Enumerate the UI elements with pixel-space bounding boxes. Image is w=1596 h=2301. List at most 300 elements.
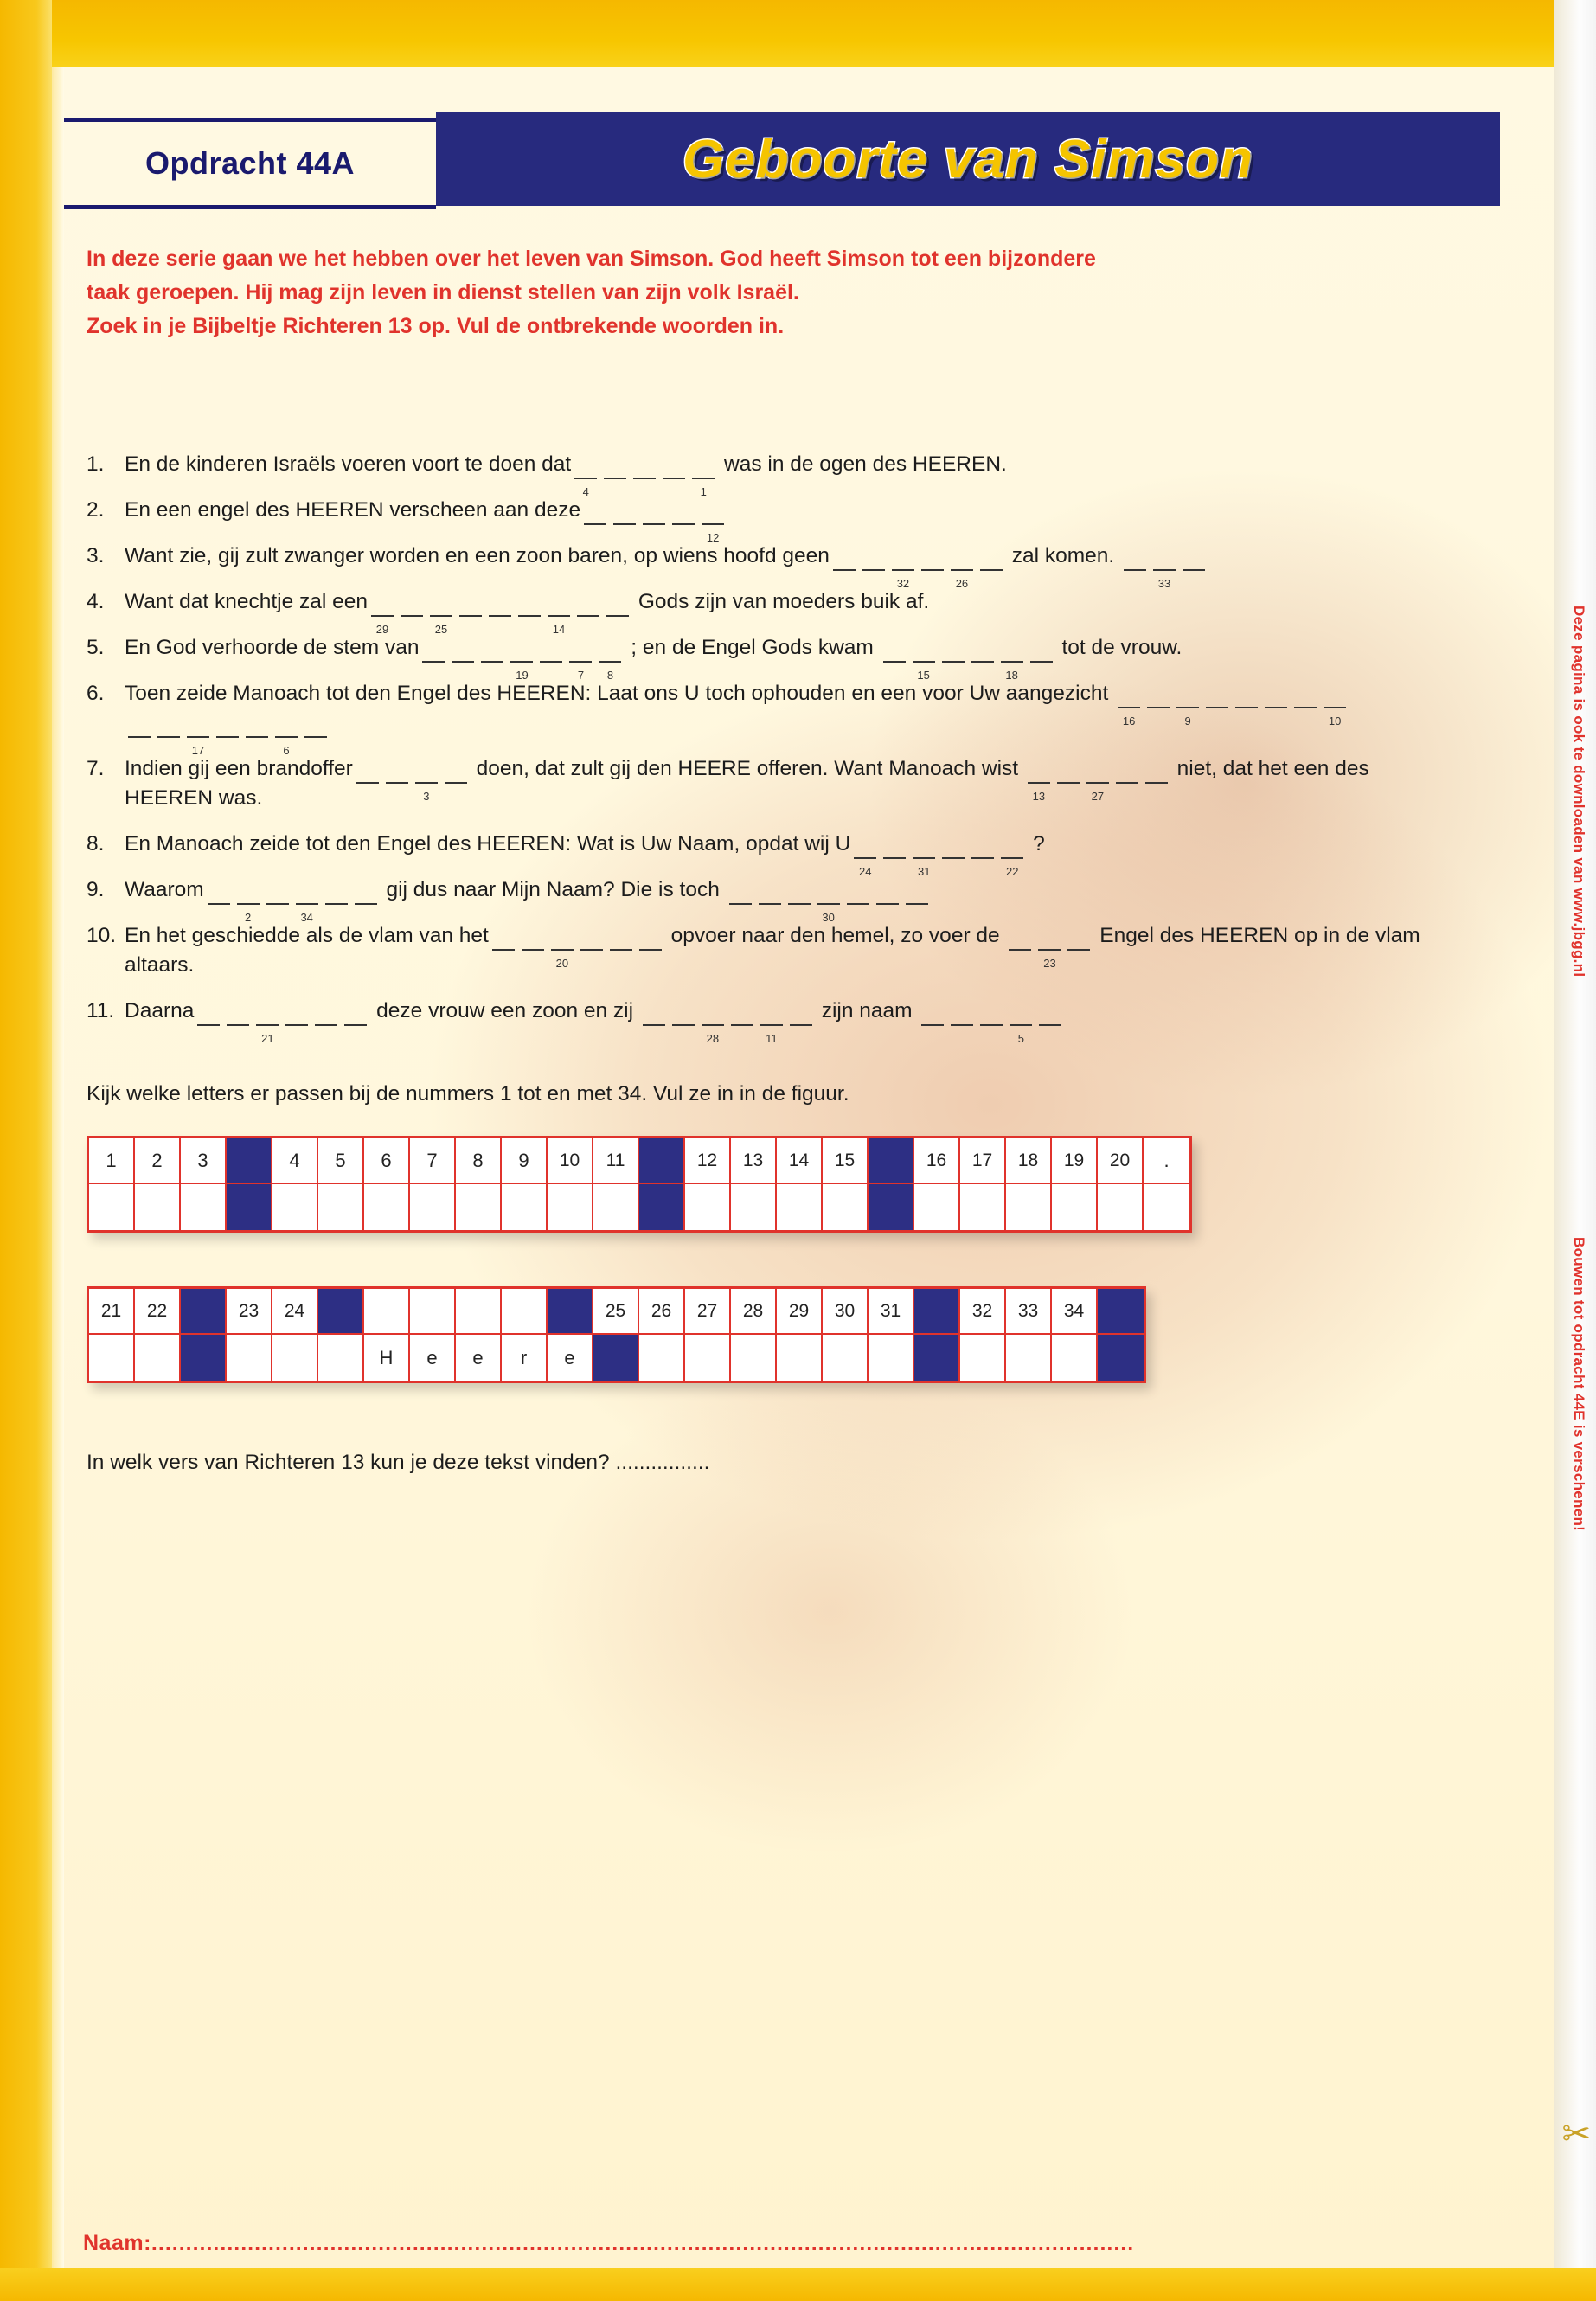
exercise-text: tot de vrouw. — [1055, 636, 1183, 659]
exercise-number: 2. — [87, 498, 105, 522]
grid-cell-number: 25 — [593, 1289, 639, 1335]
exercise-text: altaars. — [125, 953, 195, 977]
answer-blank[interactable] — [1265, 688, 1287, 708]
answer-blank[interactable] — [227, 1005, 249, 1026]
answer-blank[interactable] — [1153, 550, 1176, 571]
grid-cell-number: 20 — [1098, 1138, 1144, 1184]
blank-group-3[interactable] — [918, 997, 1065, 1026]
answer-blank[interactable] — [604, 458, 626, 479]
answer-blank[interactable] — [692, 458, 715, 479]
left-border — [0, 0, 52, 2301]
exercise-text: doen, dat zult gij den HEERE offeren. Want Manoach wist — [470, 757, 1024, 780]
grid-cell-answer[interactable]: r — [502, 1335, 548, 1381]
answer-blank[interactable] — [386, 763, 408, 784]
grid-cell-answer[interactable] — [272, 1184, 318, 1230]
answer-blank[interactable] — [216, 717, 239, 738]
answer-blank[interactable] — [731, 1005, 753, 1026]
answer-blank[interactable] — [459, 596, 482, 617]
answer-blank[interactable] — [854, 838, 876, 859]
answer-blank[interactable] — [906, 884, 928, 905]
grid-cell-answer[interactable] — [1006, 1184, 1052, 1230]
answer-blank[interactable] — [1235, 688, 1258, 708]
grid-cell-number: 26 — [639, 1289, 685, 1335]
grid-cell-answer[interactable] — [731, 1335, 777, 1381]
answer-blank[interactable] — [790, 1005, 812, 1026]
grid-cell-blocked — [914, 1335, 960, 1381]
answer-blank[interactable] — [1124, 550, 1146, 571]
answer-blank[interactable] — [1118, 688, 1140, 708]
left-border-inner — [52, 67, 64, 2301]
grid-cell-number — [410, 1289, 456, 1335]
answer-blank[interactable] — [275, 717, 298, 738]
blank-group-2[interactable] — [1114, 679, 1349, 708]
exercise-body — [125, 496, 1462, 525]
answer-blank[interactable] — [610, 930, 632, 951]
answer-blank[interactable] — [548, 596, 570, 617]
exercise-body — [125, 754, 1462, 813]
answer-blank[interactable] — [702, 504, 724, 525]
answer-blank[interactable] — [285, 1005, 308, 1026]
blank-group-2[interactable] — [1120, 542, 1208, 571]
grid-cell-answer[interactable]: e — [548, 1335, 593, 1381]
puzzle-grid-2 — [87, 1286, 1146, 1383]
answer-blank[interactable] — [1001, 838, 1023, 859]
exercise-text: En Manoach zeide tot den Engel des HEEREN: Wat is Uw Naam, opdat wij U — [125, 832, 851, 856]
page-title: Geboorte van Simson — [683, 129, 1253, 189]
exercise-body — [125, 450, 1462, 479]
answer-blank[interactable] — [633, 458, 656, 479]
exercise-text: Indien gij een brandoffer — [125, 757, 353, 780]
blank-group-1[interactable] — [368, 587, 632, 617]
exercise-item — [87, 997, 1462, 1026]
vertical-note-series: Bouwen tot opdracht 44E is verschenen! — [1571, 1237, 1587, 1532]
intro-line-3: Zoek in je Bijbeltje Richteren 13 op. Vul de ontbrekende woorden in. — [87, 314, 785, 338]
exercise-text: En de kinderen Israëls voeren voort te doen dat — [125, 452, 572, 476]
closing-question: In welk vers van Richteren 13 kun je deze tekst vinden? ................ — [87, 1451, 710, 1474]
grid-row — [89, 1138, 1189, 1184]
grid-cell-answer[interactable] — [685, 1184, 731, 1230]
exercise-number: 11. — [87, 999, 115, 1022]
grid-cell-blocked — [181, 1289, 227, 1335]
exercise-item — [87, 830, 1462, 859]
grid-cell-number: 33 — [1006, 1289, 1052, 1335]
answer-blank[interactable] — [759, 884, 781, 905]
exercise-item — [87, 921, 1462, 980]
answer-blank[interactable] — [208, 884, 230, 905]
exercise-text: Want dat knechtje zal een — [125, 590, 369, 613]
grid-cell-number: 12 — [685, 1138, 731, 1184]
answer-blank[interactable] — [157, 717, 180, 738]
assignment-badge — [64, 118, 436, 209]
answer-blank[interactable] — [1010, 1005, 1032, 1026]
grid-cell-answer[interactable] — [227, 1335, 272, 1381]
answer-blank[interactable] — [481, 642, 503, 663]
top-border — [0, 0, 1596, 67]
answer-blank[interactable] — [913, 838, 935, 859]
grid-cell-number: 28 — [731, 1289, 777, 1335]
answer-blank[interactable] — [1038, 930, 1061, 951]
exercise-text: Gods zijn van moeders buik af. — [632, 590, 930, 613]
answer-blank[interactable] — [574, 458, 597, 479]
assignment-label: Opdracht 44A — [144, 145, 356, 181]
answer-blank[interactable] — [401, 596, 423, 617]
exercise-text: ? — [1027, 832, 1045, 856]
grid-cell-answer[interactable] — [639, 1335, 685, 1381]
title-banner — [436, 112, 1500, 206]
exercise-item — [87, 496, 1462, 525]
grid-cell-number: 8 — [456, 1138, 502, 1184]
grid-cell-number: 7 — [410, 1138, 456, 1184]
grid-cell-number: 14 — [777, 1138, 823, 1184]
answer-blank[interactable] — [296, 884, 318, 905]
answer-blank[interactable] — [1057, 763, 1080, 784]
answer-blank[interactable] — [551, 930, 574, 951]
exercise-number: 6. — [87, 682, 105, 705]
blank-group-2[interactable] — [1024, 754, 1171, 784]
answer-blank[interactable] — [569, 642, 592, 663]
answer-blank[interactable] — [492, 930, 515, 951]
blank-group-1[interactable] — [830, 542, 1006, 571]
blank-group-1[interactable] — [489, 921, 665, 951]
exercise-body — [125, 587, 1462, 617]
exercise-number: 8. — [87, 832, 105, 856]
answer-blank[interactable] — [1183, 550, 1205, 571]
answer-blank[interactable] — [1009, 930, 1031, 951]
answer-blank[interactable] — [971, 642, 994, 663]
answer-blank[interactable] — [315, 1005, 337, 1026]
grid-cell-answer[interactable] — [685, 1335, 731, 1381]
grid-row — [89, 1184, 1189, 1230]
answer-blank[interactable] — [1206, 688, 1228, 708]
puzzle-grid-1-wrapper — [87, 1136, 1192, 1233]
exercise-text: Waarom — [125, 878, 204, 901]
grid-cell-number: 3 — [181, 1138, 227, 1184]
header — [64, 112, 1500, 206]
answer-blank[interactable] — [237, 884, 260, 905]
answer-blank[interactable] — [980, 1005, 1003, 1026]
grid-cell-answer[interactable] — [181, 1184, 227, 1230]
blank-group-1[interactable] — [419, 633, 625, 663]
intro-text — [87, 242, 1436, 343]
grid-cell-answer[interactable] — [89, 1335, 135, 1381]
grid-cell-number: 1 — [89, 1138, 135, 1184]
exercise-text: zal komen. — [1005, 544, 1121, 567]
grid-cell-answer[interactable] — [89, 1184, 135, 1230]
grid-cell-number — [456, 1289, 502, 1335]
exercise-item — [87, 542, 1462, 571]
answer-blank[interactable] — [951, 1005, 973, 1026]
blank-group-2[interactable] — [880, 633, 1056, 663]
answer-blank[interactable] — [510, 642, 533, 663]
blank-group-1[interactable] — [571, 450, 718, 479]
grid-cell-answer[interactable]: H — [364, 1335, 410, 1381]
grid-cell-answer[interactable] — [1144, 1184, 1189, 1230]
grid-cell-answer[interactable] — [777, 1184, 823, 1230]
grid-cell-answer[interactable] — [318, 1184, 364, 1230]
answer-blank[interactable] — [1030, 642, 1053, 663]
answer-blank[interactable] — [577, 596, 599, 617]
answer-blank[interactable] — [980, 550, 1003, 571]
grid-row — [89, 1289, 1144, 1335]
grid-cell-answer[interactable] — [272, 1335, 318, 1381]
answer-blank[interactable] — [942, 838, 965, 859]
answer-blank[interactable] — [663, 458, 685, 479]
exercise-number: 7. — [87, 757, 105, 780]
grid-cell-number — [364, 1289, 410, 1335]
answer-blank[interactable] — [452, 642, 474, 663]
grid-cell-answer[interactable] — [135, 1184, 181, 1230]
exercise-body — [125, 921, 1462, 980]
grid-cell-answer[interactable] — [960, 1184, 1006, 1230]
answer-blank[interactable] — [729, 884, 752, 905]
exercise-item — [87, 875, 1462, 905]
exercise-item — [87, 587, 1462, 617]
exercise-item — [87, 450, 1462, 479]
answer-blank[interactable] — [422, 642, 445, 663]
grid-cell-blocked — [593, 1335, 639, 1381]
answer-blank[interactable] — [246, 717, 268, 738]
exercise-number: 1. — [87, 452, 105, 476]
exercise-list — [87, 450, 1462, 1042]
answer-blank[interactable] — [128, 717, 151, 738]
answer-blank[interactable] — [921, 1005, 944, 1026]
blank-group-1[interactable] — [194, 997, 370, 1026]
grid-cell-number: 18 — [1006, 1138, 1052, 1184]
grid-cell-number: 10 — [548, 1138, 593, 1184]
blank-group-2[interactable] — [726, 875, 932, 905]
grid-cell-answer[interactable] — [823, 1184, 869, 1230]
bottom-border — [0, 2268, 1596, 2301]
answer-blank[interactable] — [325, 884, 348, 905]
blank-group-2[interactable] — [639, 997, 816, 1026]
answer-blank[interactable] — [1145, 763, 1168, 784]
grid-cell-answer[interactable] — [823, 1335, 869, 1381]
name-field[interactable] — [83, 2231, 1134, 2256]
answer-blank[interactable] — [702, 1005, 724, 1026]
grid-cell-blocked — [1098, 1289, 1144, 1335]
answer-blank[interactable] — [304, 717, 327, 738]
puzzle-grid-1 — [87, 1136, 1192, 1233]
grid-cell-answer[interactable] — [1052, 1184, 1098, 1230]
grid-cell-answer[interactable] — [1006, 1335, 1052, 1381]
blank-group-1[interactable] — [353, 754, 471, 784]
exercise-text: opvoer naar den hemel, zo voer de — [664, 924, 1006, 947]
grid-cell-blocked — [181, 1335, 227, 1381]
grid-cell-answer[interactable] — [593, 1184, 639, 1230]
exercise-body — [125, 997, 1462, 1026]
grid-cell-blocked — [869, 1138, 914, 1184]
answer-blank[interactable] — [606, 596, 629, 617]
grid-cell-number: 2 — [135, 1138, 181, 1184]
grid-cell-answer[interactable] — [364, 1184, 410, 1230]
answer-blank[interactable] — [672, 504, 695, 525]
answer-blank[interactable] — [921, 550, 944, 571]
grid-cell-number: 13 — [731, 1138, 777, 1184]
answer-blank[interactable] — [1039, 1005, 1061, 1026]
grid-cell-blocked — [548, 1289, 593, 1335]
exercise-text: Engel des HEEREN op in de vlam — [1093, 924, 1420, 947]
grid-cell-blocked — [227, 1184, 272, 1230]
grid-cell-number: 32 — [960, 1289, 1006, 1335]
answer-blank[interactable] — [580, 930, 603, 951]
answer-blank[interactable] — [639, 930, 662, 951]
answer-blank[interactable] — [883, 838, 906, 859]
grid-cell-number: 22 — [135, 1289, 181, 1335]
answer-blank[interactable] — [913, 642, 935, 663]
exercise-number: 5. — [87, 636, 105, 659]
grid-cell-number: 9 — [502, 1138, 548, 1184]
answer-blank[interactable] — [1294, 688, 1317, 708]
answer-blank[interactable] — [892, 550, 914, 571]
vertical-note-download: Deze pagina is ook te downloaden van www.jbgg.nl — [1571, 606, 1587, 977]
exercise-text: En God verhoorde de stem van — [125, 636, 420, 659]
grid-cell-number — [502, 1289, 548, 1335]
exercise-item — [87, 754, 1462, 813]
answer-blank[interactable] — [1324, 688, 1346, 708]
exercise-body — [125, 542, 1462, 571]
exercise-body — [125, 679, 1462, 738]
answer-blank[interactable] — [522, 930, 544, 951]
answer-blank[interactable] — [445, 763, 467, 784]
grid-row — [89, 1335, 1144, 1381]
answer-blank[interactable] — [1116, 763, 1138, 784]
grid-cell-number: 4 — [272, 1138, 318, 1184]
answer-blank[interactable] — [1001, 642, 1023, 663]
right-margin-strip — [1554, 0, 1596, 2301]
blank-group-2[interactable] — [1005, 921, 1093, 951]
answer-blank[interactable] — [540, 642, 562, 663]
grid-cell-number: . — [1144, 1138, 1189, 1184]
grid-cell-number: 5 — [318, 1138, 364, 1184]
grid-cell-number: 16 — [914, 1138, 960, 1184]
answer-blank[interactable] — [344, 1005, 367, 1026]
answer-blank[interactable] — [942, 642, 965, 663]
grid-cell-number: 11 — [593, 1138, 639, 1184]
answer-blank[interactable] — [518, 596, 541, 617]
answer-blank[interactable] — [197, 1005, 220, 1026]
grid-cell-answer[interactable] — [914, 1184, 960, 1230]
answer-blank[interactable] — [847, 884, 869, 905]
exercise-body — [125, 875, 1462, 905]
answer-blank[interactable] — [833, 550, 856, 571]
answer-blank[interactable] — [672, 1005, 695, 1026]
answer-blank[interactable] — [415, 763, 438, 784]
grid-cell-answer[interactable] — [410, 1184, 456, 1230]
answer-blank[interactable] — [1147, 688, 1170, 708]
scissors-icon: ✂ — [1561, 2115, 1591, 2153]
answer-blank[interactable] — [883, 642, 906, 663]
answer-blank[interactable] — [951, 550, 973, 571]
grid-cell-answer[interactable]: e — [410, 1335, 456, 1381]
exercise-text: deze vrouw een zoon en zij — [370, 999, 639, 1022]
answer-blank[interactable] — [643, 504, 665, 525]
name-label: Naam: — [83, 2231, 151, 2255]
answer-blank[interactable] — [355, 884, 377, 905]
grid-cell-answer[interactable] — [731, 1184, 777, 1230]
answer-blank[interactable] — [356, 763, 379, 784]
instruction-fill-figure: Kijk welke letters er passen bij de nummers 1 tot en met 34. Vul ze in in de figuur. — [87, 1082, 849, 1106]
exercise-text: Want zie, gij zult zwanger worden en een zoon baren, op wiens hoofd geen — [125, 544, 830, 567]
exercise-number: 9. — [87, 878, 105, 901]
answer-blank[interactable] — [788, 884, 811, 905]
intro-line-1: In deze serie gaan we het hebben over het leven van Simson. God heeft Simson tot een bijzondere — [87, 247, 1096, 271]
grid-cell-number: 27 — [685, 1289, 731, 1335]
grid-cell-answer[interactable] — [1052, 1335, 1098, 1381]
grid-cell-blocked — [1098, 1335, 1144, 1381]
grid-cell-answer[interactable] — [318, 1335, 364, 1381]
grid-cell-number: 31 — [869, 1289, 914, 1335]
grid-cell-number: 19 — [1052, 1138, 1098, 1184]
answer-blank[interactable] — [760, 1005, 783, 1026]
answer-blank[interactable] — [599, 642, 621, 663]
puzzle-grid-2-wrapper — [87, 1286, 1146, 1383]
exercise-text: Toen zeide Manoach tot den Engel des HEEREN: Laat ons U toch ophouden en een — [125, 682, 917, 705]
exercise-text: En een engel des HEEREN verscheen aan deze — [125, 498, 581, 522]
blank-group-3[interactable] — [125, 708, 330, 738]
grid-cell-blocked — [318, 1289, 364, 1335]
answer-blank[interactable] — [584, 504, 606, 525]
intro-line-2: taak geroepen. Hij mag zijn leven in dienst stellen van zijn volk Israël. — [87, 280, 799, 304]
blank-group-1[interactable] — [204, 875, 381, 905]
exercise-item — [87, 633, 1462, 663]
grid-cell-answer[interactable] — [548, 1184, 593, 1230]
exercise-body — [125, 830, 1462, 859]
grid-cell-number: 24 — [272, 1289, 318, 1335]
exercise-text: Daarna — [125, 999, 195, 1022]
answer-blank[interactable] — [862, 550, 885, 571]
grid-cell-number: 21 — [89, 1289, 135, 1335]
grid-cell-answer[interactable] — [135, 1335, 181, 1381]
answer-blank[interactable] — [256, 1005, 279, 1026]
grid-cell-number: 23 — [227, 1289, 272, 1335]
answer-blank[interactable] — [1176, 688, 1199, 708]
exercise-text: was in de ogen des HEEREN. — [718, 452, 1007, 476]
exercise-text: gij dus naar Mijn Naam? Die is toch — [380, 878, 726, 901]
answer-blank[interactable] — [371, 596, 394, 617]
answer-blank[interactable] — [1028, 763, 1050, 784]
answer-blank[interactable] — [1067, 930, 1090, 951]
exercise-text: des HEEREN was. — [125, 757, 1369, 810]
grid-cell-answer[interactable]: e — [456, 1335, 502, 1381]
answer-blank[interactable] — [187, 717, 209, 738]
grid-cell-number: 30 — [823, 1289, 869, 1335]
answer-blank[interactable] — [430, 596, 452, 617]
blank-group-1[interactable] — [850, 830, 1027, 859]
grid-cell-blocked — [639, 1138, 685, 1184]
grid-cell-answer[interactable] — [777, 1335, 823, 1381]
exercise-item — [87, 679, 1462, 738]
exercise-text: En het geschiedde als de vlam van het — [125, 924, 489, 947]
grid-cell-number: 34 — [1052, 1289, 1098, 1335]
grid-cell-answer[interactable] — [960, 1335, 1006, 1381]
name-dots: ............................................................................................................................................... — [151, 2231, 1135, 2255]
answer-blank[interactable] — [1086, 763, 1109, 784]
grid-cell-answer[interactable] — [869, 1335, 914, 1381]
exercise-number: 4. — [87, 590, 105, 613]
answer-blank[interactable] — [266, 884, 289, 905]
answer-blank[interactable] — [643, 1005, 665, 1026]
answer-blank[interactable] — [489, 596, 511, 617]
grid-cell-answer[interactable] — [1098, 1184, 1144, 1230]
grid-cell-answer[interactable] — [502, 1184, 548, 1230]
answer-blank[interactable] — [613, 504, 636, 525]
grid-cell-blocked — [914, 1289, 960, 1335]
answer-blank[interactable] — [817, 884, 840, 905]
grid-cell-answer[interactable] — [456, 1184, 502, 1230]
answer-blank[interactable] — [876, 884, 899, 905]
answer-blank[interactable] — [971, 838, 994, 859]
exercise-text: voor Uw aangezicht — [916, 682, 1115, 705]
